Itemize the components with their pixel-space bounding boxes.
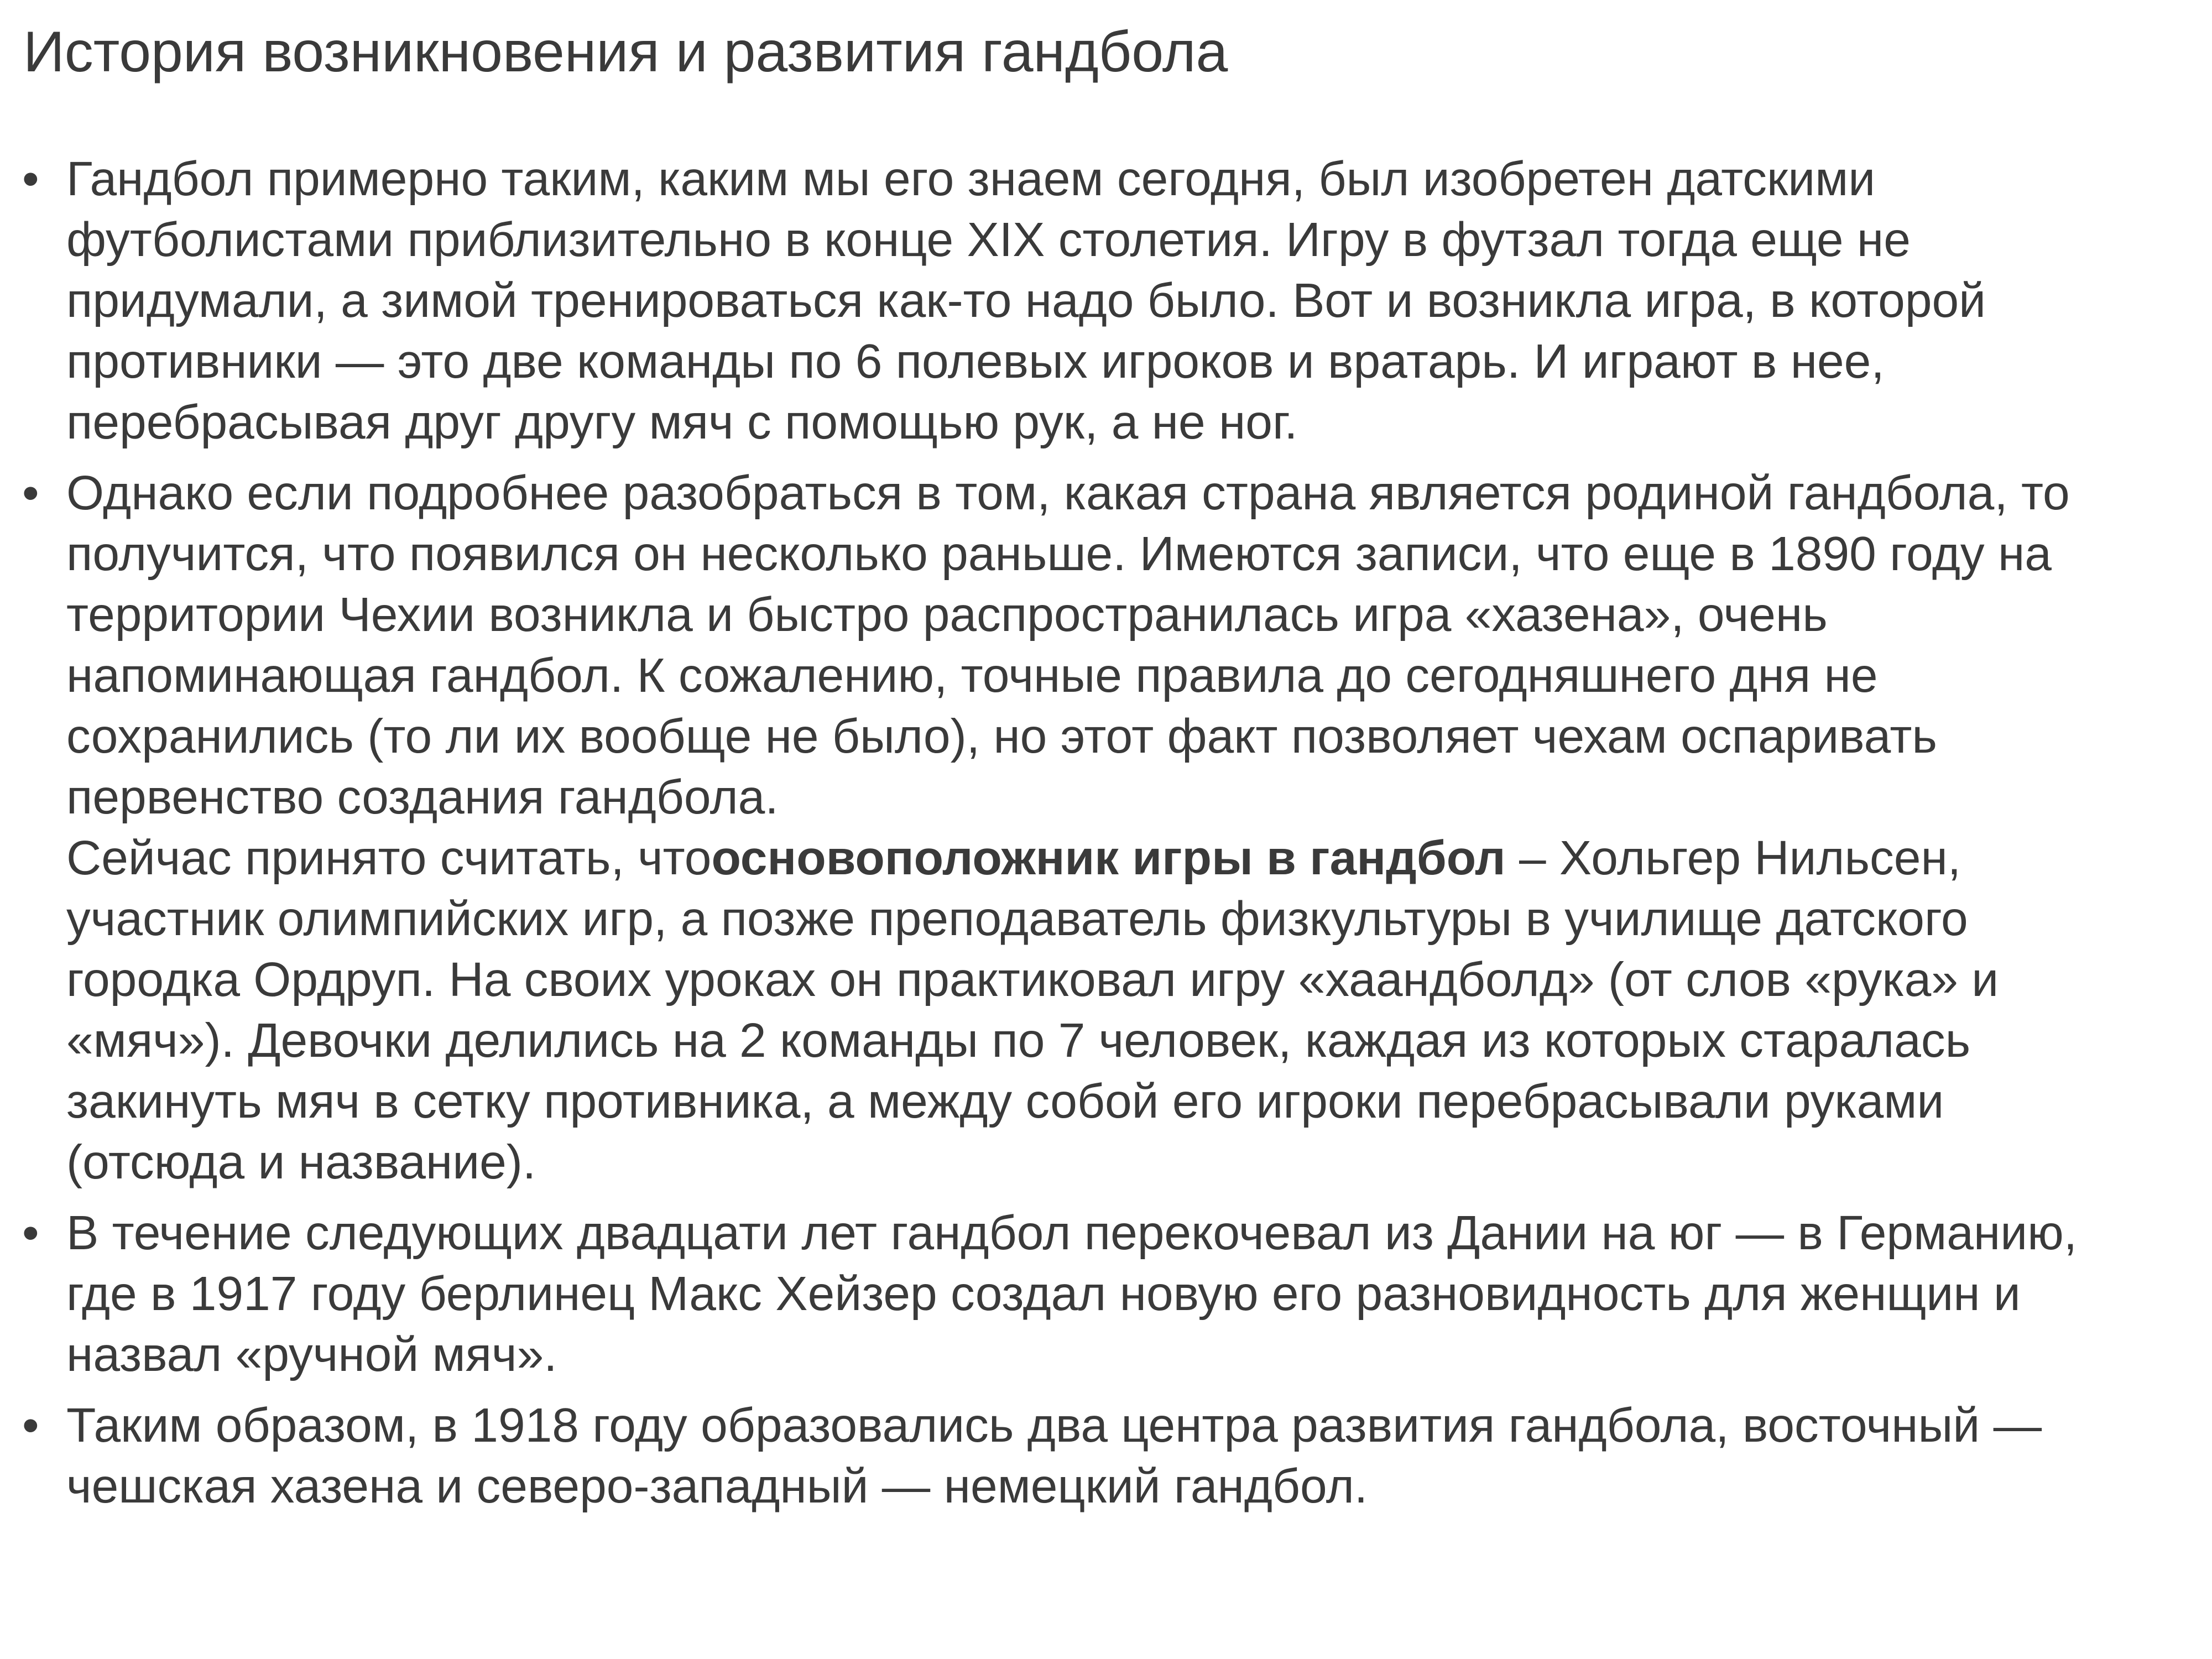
text-line: В течение следующих двадцати лет гандбол перекочевал из Дании на юг — в Германию, bbox=[66, 1206, 2078, 1260]
text-line: напоминающая гандбол. К сожалению, точные правила до сегодняшнего дня не bbox=[66, 648, 1878, 702]
text-line: назвал «ручной мяч». bbox=[66, 1327, 557, 1381]
text-line: «мяч»). Девочки делились на 2 команды по 7 человек, каждая из которых старалась bbox=[66, 1013, 1971, 1067]
text-line: где в 1917 году берлинец Макс Хейзер создал новую его разновидность для женщин и bbox=[66, 1266, 2021, 1321]
text-line: чешская хазена и северо-западный — немецкий гандбол. bbox=[66, 1459, 1368, 1513]
text-line: перебрасывая друг другу мяч с помощью рук, а не ног. bbox=[66, 395, 1298, 449]
text-line: участник олимпийских игр, а позже преподаватель физкультуры в училище датского bbox=[66, 891, 1968, 946]
slide-title: История возникновения и развития гандбола bbox=[23, 20, 1228, 84]
text-line: закинуть мяч в сетку противника, а между собой его игроки перебрасывали руками bbox=[66, 1074, 1944, 1128]
list-item-2 bbox=[0, 462, 2212, 1192]
list-item-4 bbox=[0, 1395, 2212, 1516]
text-line: противники — это две команды по 6 полевых игроков и вратарь. И играют в нее, bbox=[66, 334, 1885, 388]
text-line: сохранились (то ли их вообще не было), но этот факт позволяет чехам оспаривать bbox=[66, 709, 1938, 763]
list-item-1 bbox=[0, 148, 2212, 452]
bullet-marker: • bbox=[22, 466, 39, 520]
bullet-marker: • bbox=[22, 1206, 39, 1260]
text-line: (отсюда и название). bbox=[66, 1135, 536, 1189]
text-line: придумали, а зимой тренироваться как-то надо было. Вот и возникла игра, в которой bbox=[66, 273, 1986, 327]
text-line: Таким образом, в 1918 году образовались два центра развития гандбола, восточный — bbox=[66, 1398, 2042, 1452]
text-line: Гандбол примерно таким, каким мы его знаем сегодня, был изобретен датскими bbox=[66, 152, 1876, 206]
text-line: городка Ордруп. На своих уроках он практиковал игру «хаандболд» (от слов «рука» и bbox=[66, 952, 1999, 1006]
text-line: футболистами приблизительно в конце XIX столетия. Игру в футзал тогда еще не bbox=[66, 212, 1911, 267]
text-line: территории Чехии возникла и быстро распространилась игра «хазена», очень bbox=[66, 587, 1828, 641]
bullet-marker: • bbox=[22, 152, 39, 206]
text-fragment: – Хольгер Нильсен, bbox=[1505, 831, 1961, 885]
bullet-list bbox=[0, 148, 2212, 1526]
list-item-3 bbox=[0, 1202, 2212, 1385]
bullet-marker: • bbox=[22, 1398, 39, 1452]
text-line: Однако если подробнее разобраться в том, какая страна является родиной гандбола, то bbox=[66, 466, 2070, 520]
text-line: первенство создания гандбола. bbox=[66, 770, 779, 824]
text-fragment: Сейчас принято считать, что bbox=[66, 831, 712, 885]
mixed-text-line bbox=[66, 827, 2190, 888]
text-line: получится, что появился он несколько раньше. Имеются записи, что еще в 1890 году на bbox=[66, 526, 2052, 581]
bold-term: основоположник игры в гандбол bbox=[711, 831, 1506, 885]
